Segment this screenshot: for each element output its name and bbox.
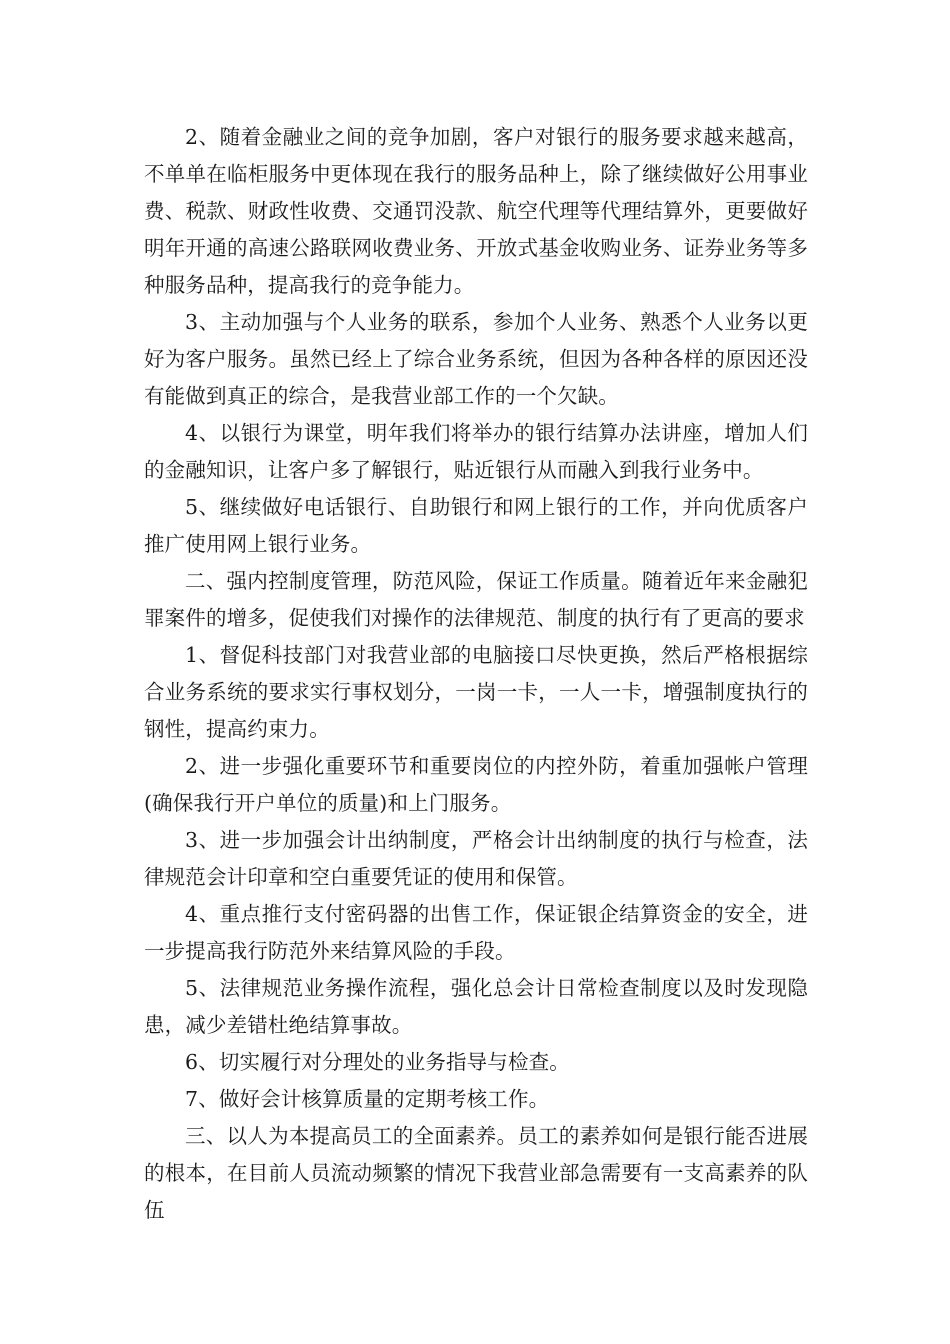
paragraph: 三、以人为本提高员工的全面素养。员工的素养如何是银行能否进展的根本，在目前人员流动频繁的情况下我营业部急需要有一支高素养的队伍 <box>144 1124 808 1222</box>
paragraph: 二、强内控制度管理，防范风险，保证工作质量。随着近年来金融犯罪案件的增多，促使我们对操作的法律规范、制度的执行有了更高的要求 <box>144 569 808 630</box>
paragraph: 3、进一步加强会计出纳制度，严格会计出纳制度的执行与检查，法律规范会计印章和空白重要凭证的使用和保管。 <box>144 828 808 889</box>
paragraph: 2、进一步强化重要环节和重要岗位的内控外防，着重加强帐户管理(确保我行开户单位的质量)和上门服务。 <box>144 754 808 815</box>
paragraph: 3、主动加强与个人业务的联系，参加个人业务、熟悉个人业务以更好为客户服务。虽然已经上了综合业务系统，但因为各种各样的原因还没有能做到真正的综合，是我营业部工作的一个欠缺。 <box>144 310 808 408</box>
paragraph: 7、做好会计核算质量的定期考核工作。 <box>185 1087 550 1111</box>
paragraph: 5、继续做好电话银行、自助银行和网上银行的工作，并向优质客户推广使用网上银行业务。 <box>144 495 808 556</box>
paragraph: 1、督促科技部门对我营业部的电脑接口尽快更换，然后严格根据综合业务系统的要求实行事权划分，一岗一卡，一人一卡，增强制度执行的钢性，提高约束力。 <box>144 643 808 741</box>
paragraph: 6、切实履行对分理处的业务指导与检查。 <box>185 1050 570 1074</box>
document-body <box>144 119 808 1229</box>
paragraph: 4、以银行为课堂，明年我们将举办的银行结算办法讲座，增加人们的金融知识，让客户多了解银行，贴近银行从而融入到我行业务中。 <box>144 421 808 482</box>
paragraph: 2、随着金融业之间的竞争加剧，客户对银行的服务要求越来越高，不单单在临柜服务中更体现在我行的服务品种上，除了继续做好公用事业费、税款、财政性收费、交通罚没款、航空代理等代理结算外，更要做好明年开通的高速公路联网收费业务、开放式基金收购业务、证券业务等多种服务品种，提高我行的竞争能力。 <box>144 125 808 297</box>
paragraph: 5、法律规范业务操作流程，强化总会计日常检查制度以及时发现隐患，减少差错杜绝结算事故。 <box>144 976 808 1037</box>
paragraph: 4、重点推行支付密码器的出售工作，保证银企结算资金的安全，进一步提高我行防范外来结算风险的手段。 <box>144 902 808 963</box>
